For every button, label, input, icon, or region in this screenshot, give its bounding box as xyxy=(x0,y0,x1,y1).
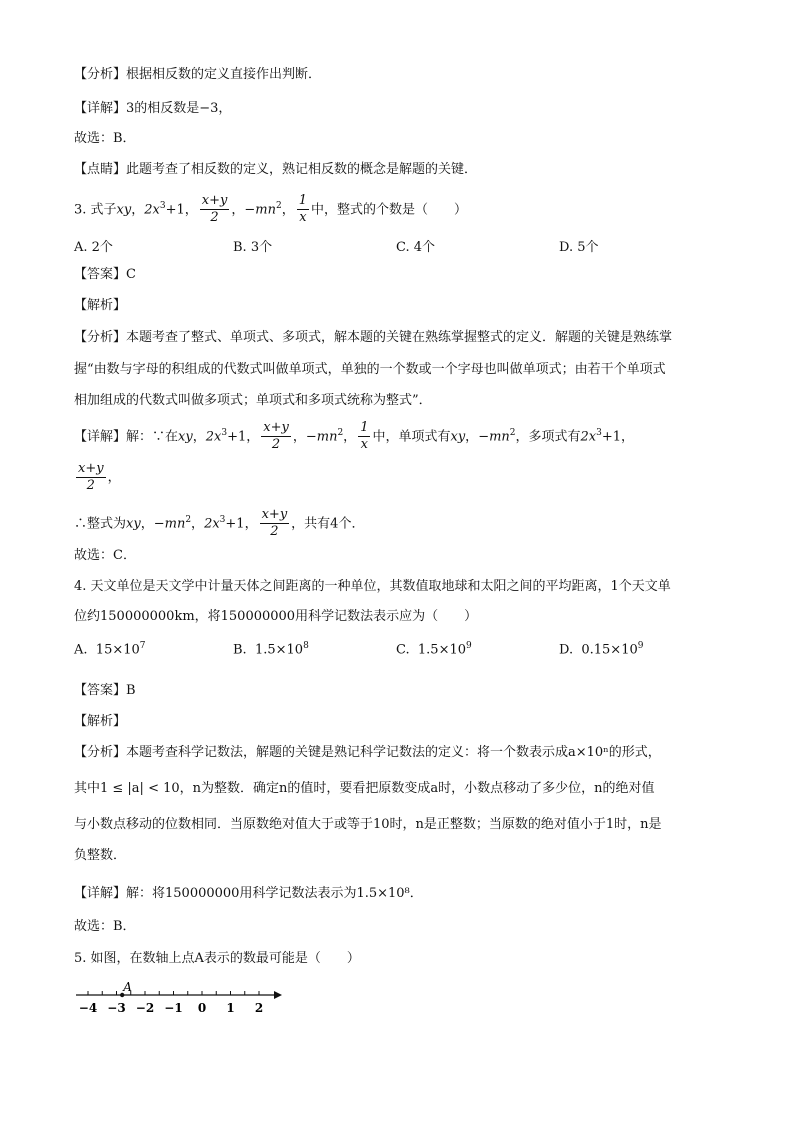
detail-text: 【详解】3的相反数是−3， xyxy=(74,101,232,116)
number-line-arrow xyxy=(274,991,282,999)
q4-detail: 【详解】解：将150000000用科学记数法表示为1.5×10⁸． xyxy=(74,886,423,901)
number-line-tick-label: −4 xyxy=(78,1001,98,1015)
q3-option-d: D. 5个 xyxy=(559,240,599,255)
q5-stem: 5. 如图，在数轴上点A表示的数最可能是（ ） xyxy=(74,951,360,966)
comment-text: 【点睛】此题考查了相反数的定义，熟记相反数的概念是解题的关键． xyxy=(74,162,478,177)
q3-detail: 【详解】解：∵在xy，$2x^3+1$， $\frac{x+y}{2}$ ，$-mn^2$， $\frac{1}{x}$ 中，单项式有xy，$-mn^2$，多项式有$2x^3+1$， xyxy=(74,420,635,453)
q3-term-xy: xy xyxy=(116,202,132,218)
q4-analysis-l1: 【分析】本题考查科学记数法，解题的关键是熟记科学记数法的定义：将一个数表示成a×10ⁿ的形式， xyxy=(74,745,661,760)
q3-term-mn: −mn xyxy=(244,202,276,218)
q4-stem-l1: 4. 天文单位是天文学中计量天体之间距离的一种单位，其数值取地球和太阳之间的平均距离，1个天文单 xyxy=(74,579,671,594)
q4-option-d: D. $0.15\times 10^9$ xyxy=(559,641,644,658)
number-line-tick-label: 2 xyxy=(254,1001,264,1015)
q3-therefore: ∴整式为xy，$-mn^2$，$2x^3+1$， $\frac{x+y}{2}$ ，共有4个． xyxy=(74,507,365,540)
number-line-tick-label: 1 xyxy=(226,1001,235,1015)
q3-analysis-l1: 【分析】本题考查了整式、单项式、多项式，解本题的关键在熟练掌握整式的定义．解题的关键是熟练掌 xyxy=(74,330,673,345)
q4-choice: 故选：B． xyxy=(74,919,136,934)
q3-analysis-l2: 握“由数与字母的积组成的代数式叫做单项式，单独的一个数或一个字母也叫做单项式；由若干个单项式 xyxy=(74,362,666,377)
q3-analysis-l3: 相加组成的代数式叫做多项式；单项式和多项式统称为整式”． xyxy=(74,393,432,408)
q3-prefix: 3. 式子 xyxy=(74,202,117,218)
q4-option-c: C. $1.5\times 10^9$ xyxy=(396,641,472,658)
number-line-figure xyxy=(74,982,294,1022)
q4-answer: 【答案】B xyxy=(74,683,136,698)
q4-analysis-l3: 与小数点移动的位数相同．当原数绝对值大于或等于10时，n是正整数；当原数的绝对值小于1时，n是 xyxy=(74,817,662,832)
q3-answer: 【答案】C xyxy=(74,267,136,282)
q3-detail-cont: $\frac{x+y}{2}$ ， xyxy=(78,461,121,493)
q3-term-poly-tail: +1 xyxy=(165,202,185,218)
q3-fraction-2: $\frac{1}{x}$ xyxy=(298,193,307,226)
q3-fraction: $\frac{x+y}{2}$ xyxy=(201,193,228,226)
q3-term-poly-exp: 3 xyxy=(159,201,166,211)
q4-option-b: B. $1.5\times 10^8$ xyxy=(233,641,309,658)
q3-term-poly: 2x xyxy=(144,202,160,218)
choice-text: 故选：B． xyxy=(74,131,136,146)
q4-analysis-l4: 负整数． xyxy=(74,848,127,863)
point-a-label: A xyxy=(123,982,132,994)
q3-suffix: 中，整式的个数是（ ） xyxy=(311,202,468,218)
number-line-tick-label: −2 xyxy=(135,1001,155,1015)
number-line-tick-label: 0 xyxy=(197,1001,207,1015)
number-line-tick-label: −1 xyxy=(164,1001,183,1015)
q3-jiexi: 【解析】 xyxy=(74,298,127,313)
number-line-tick-label: −3 xyxy=(107,1001,126,1015)
q3-option-c: C. 4个 xyxy=(396,240,436,255)
q3-option-a: A. 2个 xyxy=(74,240,113,255)
q3-stem: 3. 式子xy，$2x^3+1$， $\frac{x+y}{2}$ ，$-mn^2$， $\frac{1}{x}$ 中，整式的个数是（ ） xyxy=(74,193,468,226)
q3-option-b: B. 3个 xyxy=(233,240,273,255)
q3-choice: 故选：C． xyxy=(74,548,136,563)
q4-analysis-l2: 其中1 ≤ |a| < 10，n为整数．确定n的值时，要看把原数变成a时，小数点移动了多少位，n的绝对值 xyxy=(74,781,655,796)
q4-stem-l2: 位约150000000km，将150000000用科学记数法表示应为（ ） xyxy=(74,609,478,624)
q4-option-a: A. $15\times 10^7$ xyxy=(74,641,146,658)
analysis-text: 【分析】根据相反数的定义直接作出判断． xyxy=(74,67,322,82)
q4-jiexi: 【解析】 xyxy=(74,714,127,729)
